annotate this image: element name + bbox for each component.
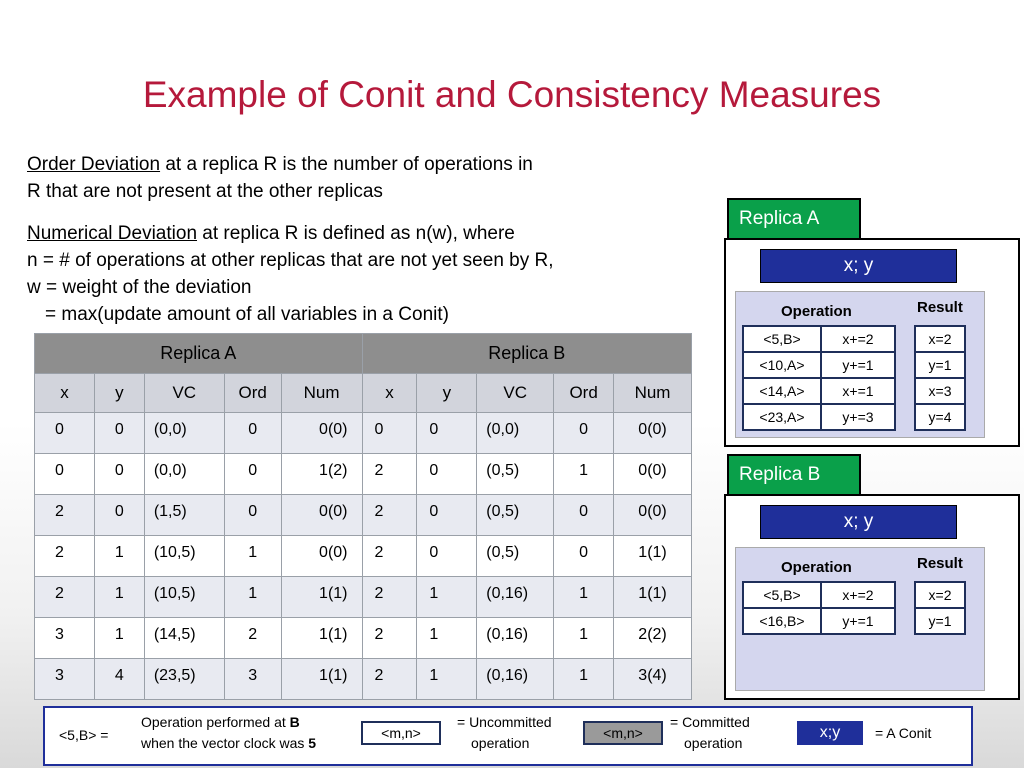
order-deviation-line2: R that are not present at the other replicas — [27, 181, 383, 202]
table-cell: 1 — [417, 659, 477, 700]
replica-b-label: Replica B — [727, 454, 861, 494]
operation-row — [743, 404, 895, 430]
table-row — [35, 536, 692, 577]
table-row — [35, 577, 692, 618]
numerical-deviation-line3: w = weight of the deviation — [27, 277, 252, 298]
table-cell: 0(0) — [281, 413, 362, 454]
table-cell: 1 — [94, 577, 144, 618]
replica-a-result-list — [914, 325, 966, 431]
result-value: x=2 — [915, 582, 965, 608]
order-deviation-line1: at a replica R is the number of operations in — [160, 154, 533, 175]
operation-update: x+=2 — [821, 326, 895, 352]
operation-row — [743, 582, 895, 608]
table-row — [35, 495, 692, 536]
column-header-a-y: y — [94, 374, 144, 413]
column-header-a-vc: VC — [144, 374, 224, 413]
column-header-b-vc: VC — [477, 374, 554, 413]
column-header-b-y: y — [417, 374, 477, 413]
result-row — [915, 404, 965, 430]
table-cell: (0,16) — [477, 659, 554, 700]
legend-desc-line1-text: Operation performed at — [141, 714, 290, 730]
replica-a-ops-panel — [735, 291, 985, 438]
legend-uncommitted-box: <m,n> — [361, 721, 441, 745]
operation-update: y+=1 — [821, 352, 895, 378]
column-header-b-ord: Ord — [554, 374, 614, 413]
table-cell: 0 — [94, 413, 144, 454]
legend-uncommitted-line2: operation — [471, 735, 530, 751]
numerical-deviation-line2: n = # of operations at other replicas that are not yet seen by R, — [27, 250, 554, 271]
operation-update: x+=1 — [821, 378, 895, 404]
result-row — [915, 608, 965, 634]
table-cell: 1 — [554, 454, 614, 495]
result-row — [915, 326, 965, 352]
table-cell: 1 — [94, 618, 144, 659]
replica-a-result-header: Result — [917, 299, 963, 316]
table-cell: 2 — [362, 577, 417, 618]
table-cell: 2 — [362, 536, 417, 577]
replica-b-panel — [724, 494, 1020, 700]
table-row — [35, 454, 692, 495]
numerical-deviation-line1: at replica R is defined as n(w), where — [197, 223, 515, 244]
result-value: y=4 — [915, 404, 965, 430]
table-cell: 2 — [362, 659, 417, 700]
table-cell: 3 — [224, 659, 281, 700]
operation-row — [743, 326, 895, 352]
legend-conit-box: x;y — [797, 721, 863, 745]
table-cell: 0 — [417, 536, 477, 577]
table-cell: 0 — [94, 454, 144, 495]
table-cell: (0,0) — [144, 454, 224, 495]
operation-timestamp: <5,B> — [743, 326, 821, 352]
table-cell: (0,0) — [144, 413, 224, 454]
table-cell: (10,5) — [144, 577, 224, 618]
table-cell: 1 — [554, 659, 614, 700]
table-cell: 2 — [362, 618, 417, 659]
table-cell: (0,5) — [477, 454, 554, 495]
table-cell: 1(1) — [281, 618, 362, 659]
result-value: y=1 — [915, 608, 965, 634]
table-cell: (0,5) — [477, 495, 554, 536]
column-header-a-num: Num — [281, 374, 362, 413]
legend-conit-text: = A Conit — [875, 725, 932, 741]
replica-a-operation-list — [742, 325, 896, 431]
replica-b-result-header: Result — [917, 555, 963, 572]
result-row — [915, 352, 965, 378]
table-cell: 0 — [417, 454, 477, 495]
table-cell: 0(0) — [614, 454, 692, 495]
table-cell: 2 — [35, 536, 95, 577]
operation-row — [743, 608, 895, 634]
table-cell: 0(0) — [281, 495, 362, 536]
legend-desc-line2-text: when the vector clock was — [141, 735, 309, 751]
operation-timestamp: <23,A> — [743, 404, 821, 430]
legend-committed-line1: = Committed — [670, 714, 750, 730]
table-cell: 0 — [224, 495, 281, 536]
result-value: x=2 — [915, 326, 965, 352]
replica-a-conit: x; y — [760, 249, 957, 283]
table-cell: 3(4) — [614, 659, 692, 700]
table-cell: (23,5) — [144, 659, 224, 700]
column-header-b-num: Num — [614, 374, 692, 413]
table-cell: 0(0) — [281, 536, 362, 577]
replica-b-result-list — [914, 581, 966, 635]
legend-committed-line2: operation — [684, 735, 743, 751]
operation-update: x+=2 — [821, 582, 895, 608]
table-row — [35, 618, 692, 659]
table-cell: 1(1) — [614, 577, 692, 618]
table-cell: 1 — [94, 536, 144, 577]
table-cell: (1,5) — [144, 495, 224, 536]
order-deviation-definition — [27, 151, 533, 205]
table-cell: 2 — [362, 495, 417, 536]
result-row — [915, 582, 965, 608]
operation-row — [743, 352, 895, 378]
table-cell: 1 — [554, 618, 614, 659]
numerical-deviation-definition — [27, 220, 554, 328]
table-cell: 0 — [554, 413, 614, 454]
column-header-a-x: x — [35, 374, 95, 413]
legend-example-op: <5,B> = — [59, 727, 109, 743]
result-value: x=3 — [915, 378, 965, 404]
replica-a-label: Replica A — [727, 198, 861, 238]
operation-timestamp: <14,A> — [743, 378, 821, 404]
table-cell: 1 — [224, 536, 281, 577]
table-cell: (0,16) — [477, 618, 554, 659]
table-cell: 1 — [554, 577, 614, 618]
replica-a-panel — [724, 238, 1020, 447]
legend-desc-line1-bold: B — [289, 714, 300, 730]
table-cell: 1 — [417, 577, 477, 618]
table-cell: (0,0) — [477, 413, 554, 454]
table-cell: (14,5) — [144, 618, 224, 659]
table-cell: 0(0) — [614, 495, 692, 536]
table-cell: (0,5) — [477, 536, 554, 577]
table-cell: 0 — [35, 454, 95, 495]
replica-b-ops-panel — [735, 547, 985, 691]
table-row — [35, 659, 692, 700]
table-row — [35, 413, 692, 454]
replica-state-table — [34, 333, 692, 700]
table-cell: 2 — [35, 495, 95, 536]
table-cell: 0 — [417, 413, 477, 454]
legend — [43, 706, 973, 766]
legend-uncommitted-line1: = Uncommitted — [457, 714, 552, 730]
order-deviation-term: Order Deviation — [27, 154, 161, 175]
operation-timestamp: <5,B> — [743, 582, 821, 608]
table-cell: 2(2) — [614, 618, 692, 659]
table-cell: 0(0) — [614, 413, 692, 454]
replica-b-conit: x; y — [760, 505, 957, 539]
operation-update: y+=3 — [821, 404, 895, 430]
table-cell: 1(2) — [281, 454, 362, 495]
table-cell: 2 — [224, 618, 281, 659]
legend-desc-line2 — [141, 733, 316, 753]
table-cell: 0 — [362, 413, 417, 454]
table-cell: 0 — [554, 495, 614, 536]
table-cell: 1 — [224, 577, 281, 618]
table-cell: 0 — [224, 454, 281, 495]
table-cell: 1(1) — [281, 577, 362, 618]
group-header-replica-a: Replica A — [35, 334, 363, 374]
column-header-b-x: x — [362, 374, 417, 413]
table-cell: 1 — [417, 618, 477, 659]
table-cell: 3 — [35, 618, 95, 659]
numerical-deviation-term: Numerical Deviation — [27, 223, 198, 244]
slide-title: Example of Conit and Consistency Measures — [142, 74, 882, 115]
table-cell: 1(1) — [281, 659, 362, 700]
legend-committed-box: <m,n> — [583, 721, 663, 745]
column-header-a-ord: Ord — [224, 374, 281, 413]
legend-desc-line2-bold: 5 — [308, 735, 317, 751]
result-row — [915, 378, 965, 404]
replica-a-operation-header: Operation — [781, 303, 852, 320]
table-cell: 0 — [224, 413, 281, 454]
replica-b-operation-header: Operation — [781, 559, 852, 576]
table-cell: 1(1) — [614, 536, 692, 577]
result-value: y=1 — [915, 352, 965, 378]
table-cell: 4 — [94, 659, 144, 700]
numerical-deviation-line4: = max(update amount of all variables in a Conit) — [45, 304, 449, 325]
operation-row — [743, 378, 895, 404]
operation-timestamp: <10,A> — [743, 352, 821, 378]
operation-update: y+=1 — [821, 608, 895, 634]
replica-b-operation-list — [742, 581, 896, 635]
table-cell: 3 — [35, 659, 95, 700]
table-cell: 0 — [417, 495, 477, 536]
table-cell: 2 — [35, 577, 95, 618]
group-header-replica-b: Replica B — [362, 334, 692, 374]
table-cell: (10,5) — [144, 536, 224, 577]
legend-desc-line1 — [141, 712, 300, 732]
table-cell: (0,16) — [477, 577, 554, 618]
operation-timestamp: <16,B> — [743, 608, 821, 634]
table-cell: 2 — [362, 454, 417, 495]
table-cell: 0 — [554, 536, 614, 577]
table-cell: 0 — [94, 495, 144, 536]
table-cell: 0 — [35, 413, 95, 454]
